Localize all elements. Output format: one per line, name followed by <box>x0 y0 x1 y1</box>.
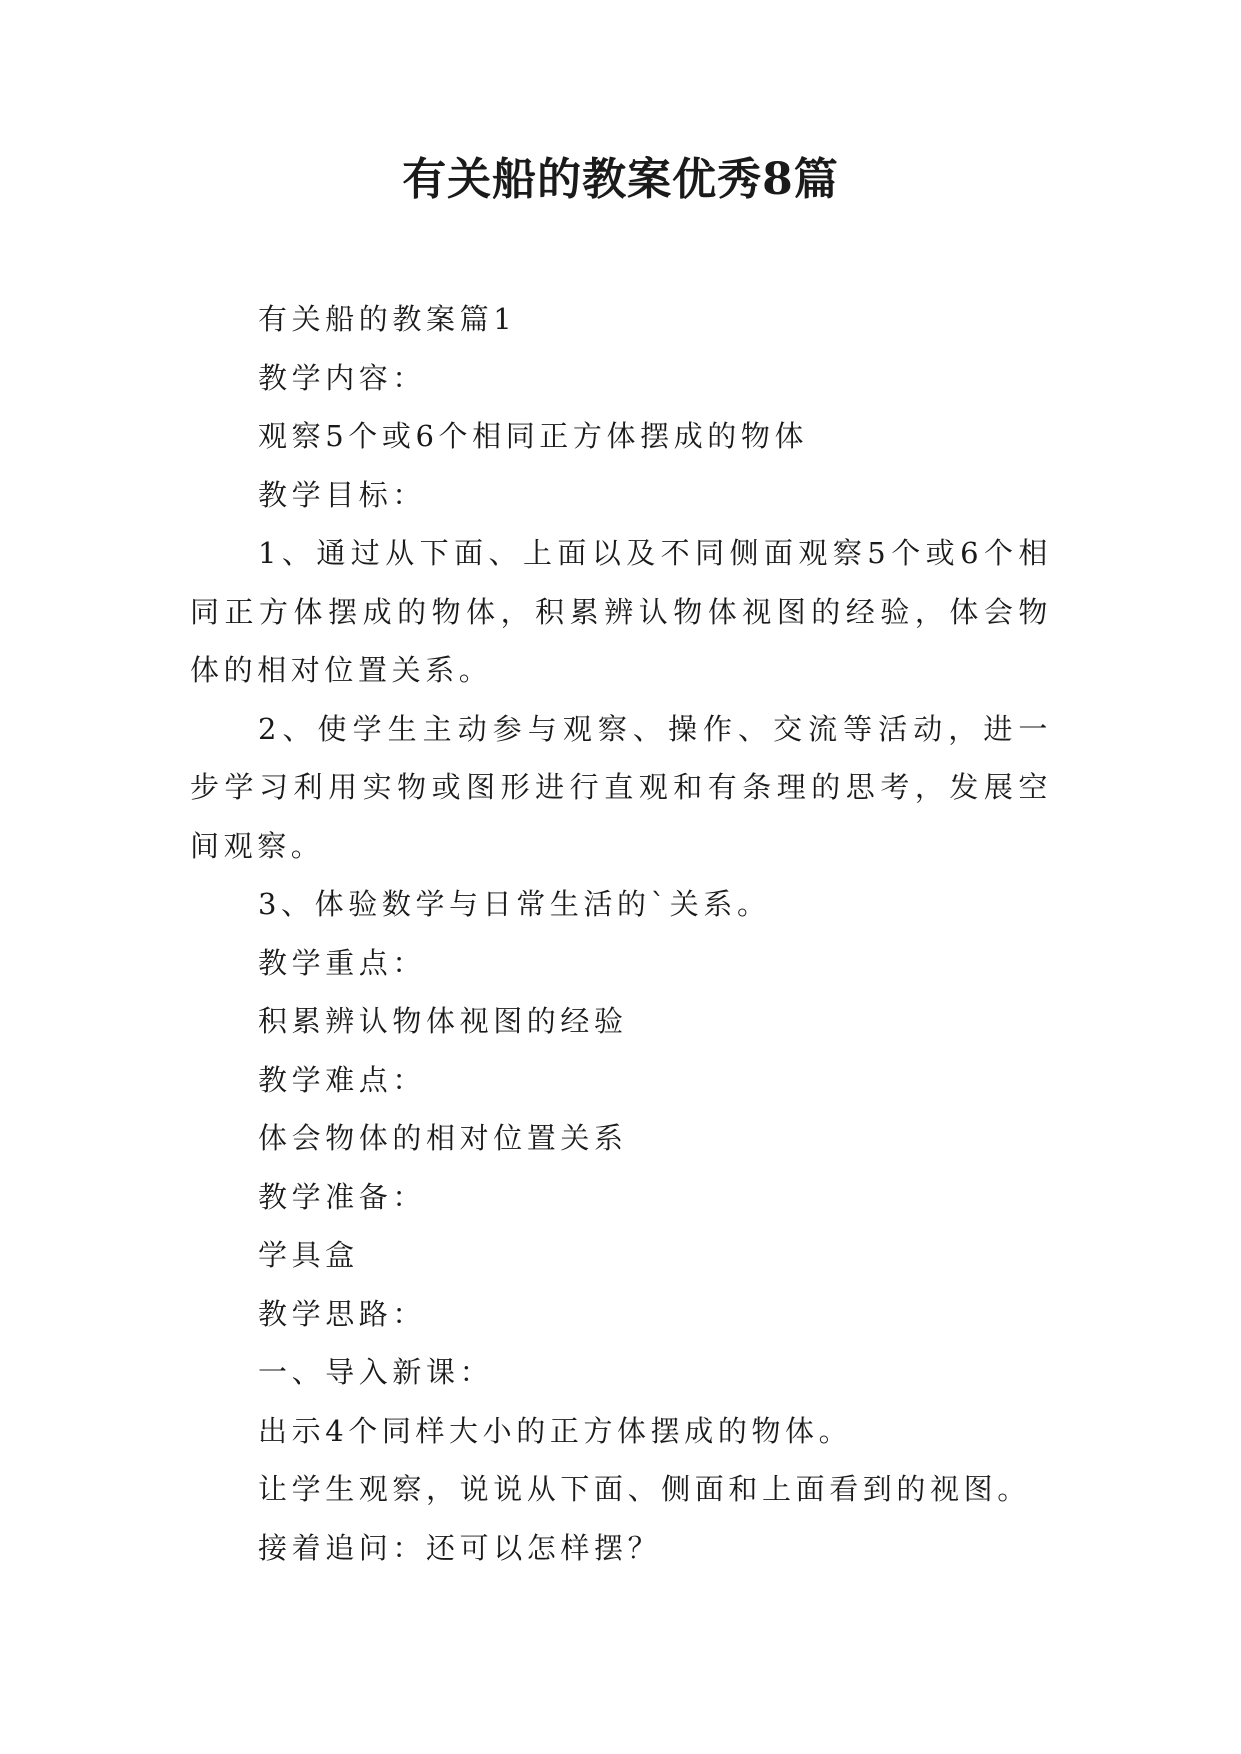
document-body <box>190 290 1052 1577</box>
document-title: 有关船的教案优秀8篇 <box>402 154 839 205</box>
paragraph-key-points: 积累辨认物体视图的经验 <box>258 1004 628 1038</box>
label-teaching-goals: 教学目标： <box>258 477 427 512</box>
paragraph-show-cubes: 出示4个同样大小的正方体摆成的物体。 <box>258 1413 853 1448</box>
label-key-points: 教学重点： <box>258 945 427 980</box>
paragraph-goal-3: 3、体验数学与日常生活的`关系。 <box>258 887 771 921</box>
label-teaching-approach: 教学思路： <box>258 1296 427 1331</box>
paragraph-difficulties: 体会物体的相对位置关系 <box>258 1121 628 1155</box>
heading-introduction: 一、导入新课： <box>258 1355 494 1389</box>
paragraph-teaching-content: 观察5个或6个相同正方体摆成的物体 <box>258 419 809 453</box>
heading-lesson-1: 有关船的教案篇1 <box>258 302 517 336</box>
paragraph-follow-up: 接着追问：还可以怎样摆？ <box>258 1530 662 1565</box>
label-difficulties: 教学难点： <box>258 1062 427 1097</box>
paragraph-goal-2: 2、使学生主动参与观察、操作、交流等活动，进一步学习利用实物或图形进行直观和有条理的思考，发展空间观察。 <box>190 711 1052 863</box>
paragraph-observe-views: 让学生观察，说说从下面、侧面和上面看到的视图。 <box>258 1472 1031 1506</box>
label-preparation: 教学准备： <box>258 1179 427 1214</box>
paragraph-preparation: 学具盒 <box>258 1238 359 1272</box>
label-teaching-content: 教学内容： <box>258 360 427 395</box>
paragraph-goal-1: 1、通过从下面、上面以及不同侧面观察5个或6个相同正方体摆成的物体，积累辨认物体视图的经验，体会物体的相对位置关系。 <box>190 536 1052 687</box>
